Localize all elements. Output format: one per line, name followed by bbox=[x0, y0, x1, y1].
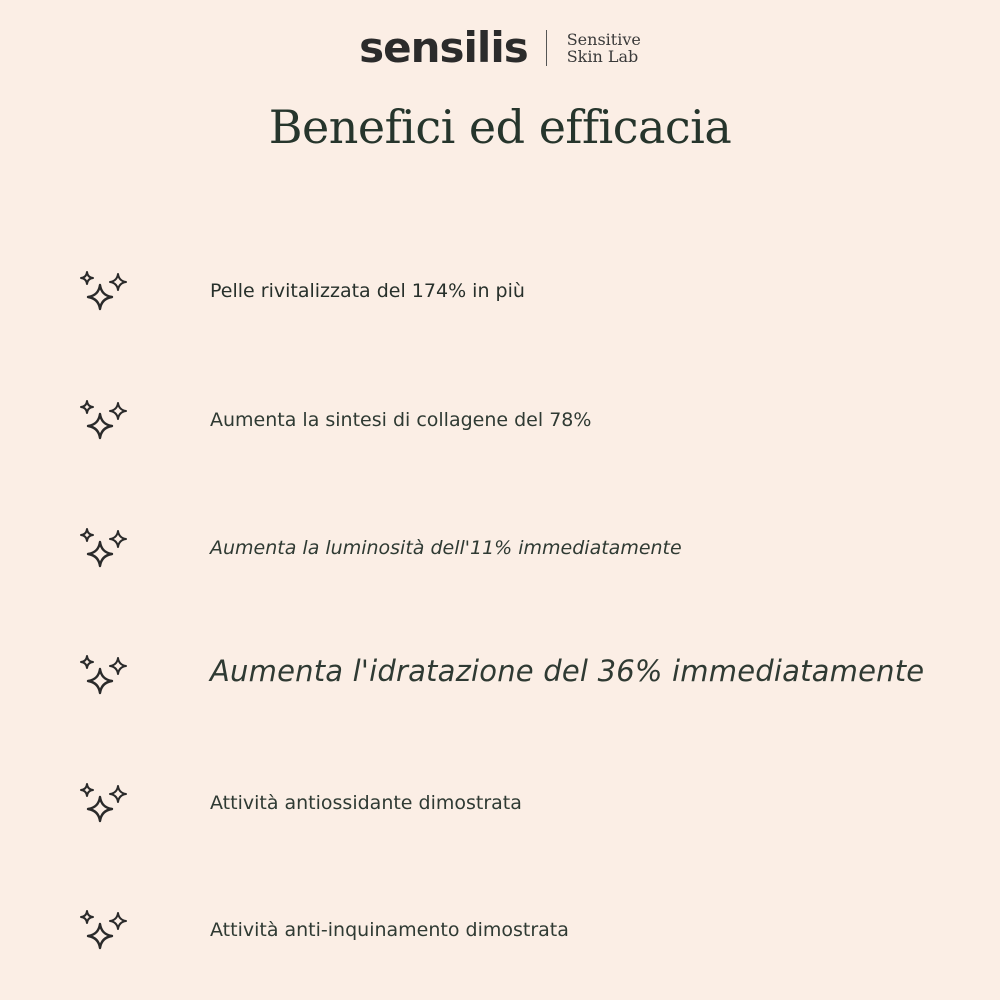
sparkles-icon bbox=[76, 397, 132, 453]
sparkles-icon bbox=[76, 268, 132, 324]
benefit-item bbox=[0, 652, 1000, 722]
sparkles-icon bbox=[76, 652, 132, 708]
brand-tagline-line1: Sensitive bbox=[566, 30, 641, 49]
benefit-text: Pelle rivitalizzata del 174% in più bbox=[210, 280, 525, 302]
sparkles-icon bbox=[76, 907, 132, 963]
benefit-text: Attività antiossidante dimostrata bbox=[210, 792, 522, 814]
benefit-text: Aumenta la sintesi di collagene del 78% bbox=[210, 409, 592, 431]
benefit-item bbox=[0, 397, 1000, 467]
benefit-item bbox=[0, 525, 1000, 595]
benefit-text: Aumenta l'idratazione del 36% immediatamente bbox=[210, 654, 925, 688]
page-title: Benefici ed efficacia bbox=[268, 100, 732, 154]
benefit-text: Attività anti-inquinamento dimostrata bbox=[210, 919, 569, 941]
benefit-item bbox=[0, 268, 1000, 338]
brand-name: sensilis bbox=[359, 23, 528, 72]
brand-tagline-line2: Skin Lab bbox=[566, 47, 639, 66]
sparkles-icon bbox=[76, 780, 132, 836]
benefit-item bbox=[0, 780, 1000, 850]
benefit-item bbox=[0, 907, 1000, 977]
sparkles-icon bbox=[76, 525, 132, 581]
benefit-text: Aumenta la luminosità dell'11% immediatamente bbox=[210, 537, 682, 559]
